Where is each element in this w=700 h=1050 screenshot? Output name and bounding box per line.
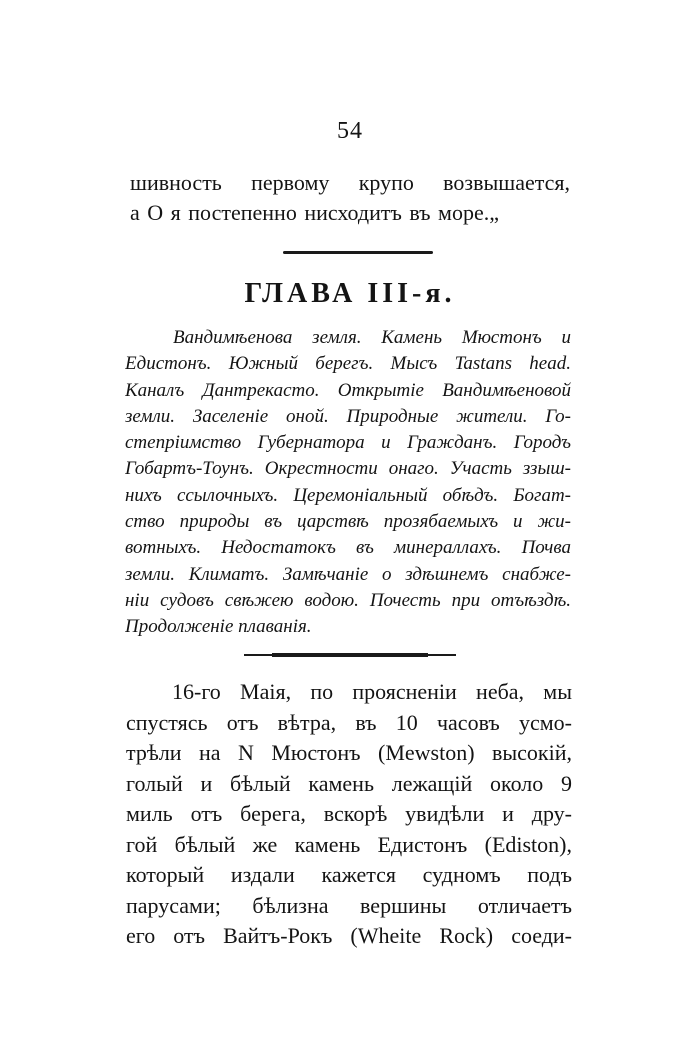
summary-line: вотныхъ. Недостатокъ въ минераллахъ. Почва	[125, 537, 571, 559]
summary-line: земли. Заселеніе оной. Природные жители. Го-	[125, 405, 571, 427]
body-line: миль отъ берега, вскорѣ увидѣли и дру-	[126, 801, 572, 826]
summary-line: ство природы въ царствѣ прозябаемыхъ и жи-	[125, 511, 571, 533]
body-line: который издали кажется судномъ подъ	[126, 862, 572, 887]
chapter-summary	[125, 325, 571, 641]
summary-line: Продолженіе плаванія.	[125, 616, 312, 638]
chapter-title: ГЛАВА III-я.	[244, 278, 456, 309]
summary-line: Гобартъ-Тоунъ. Окрестности онаго. Участь ззыш-	[125, 458, 571, 480]
body-line: его отъ Вайтъ-Рокъ (Wheite Rock) соеди-	[126, 923, 572, 948]
body-line: голый и бѣлый камень лежащій около 9	[126, 770, 572, 796]
summary-line: нихъ ссылочныхъ. Церемоніальный обѣдъ. Богат-	[125, 484, 571, 506]
body-line: парусами; бѣлизна вершины отличаетъ	[126, 892, 572, 918]
body-line: гой бѣлый же камень Едистонъ (Ediston),	[126, 831, 572, 857]
body-line: трѣли на N Мюстонъ (Mewston) высокій,	[126, 740, 572, 765]
body-paragraph	[126, 677, 572, 952]
section-divider-top	[283, 251, 433, 254]
continuation-line-2: а О я постепенно нисходитъ въ море.„	[130, 200, 499, 225]
summary-line: Каналъ Дантрекасто. Открытіе Вандимѣеновой	[125, 379, 571, 401]
summary-line: Вандимѣенова земля. Камень Мюстонъ и	[173, 327, 571, 348]
section-divider-ornamental	[272, 653, 428, 657]
summary-line: ніи судовъ свѣжею водою. Почесть при отъѣздѣ.	[125, 589, 571, 611]
summary-line: земли. Климатъ. Замѣчаніе о здѣшнемъ снабже-	[125, 563, 571, 585]
summary-line: степріимство Губернатора и Граждaнъ. Городъ	[125, 432, 571, 454]
page-number: 54	[337, 118, 363, 144]
continuation-line-1: шивность первому крупо возвышается,	[130, 170, 570, 195]
body-line: 16-го Маія, по проясненіи неба, мы	[172, 679, 572, 704]
body-line: спустясь отъ вѣтра, въ 10 часовъ усмо-	[126, 709, 572, 735]
summary-line: Едистонъ. Южный берегъ. Мысъ Tastans head.	[125, 353, 571, 375]
